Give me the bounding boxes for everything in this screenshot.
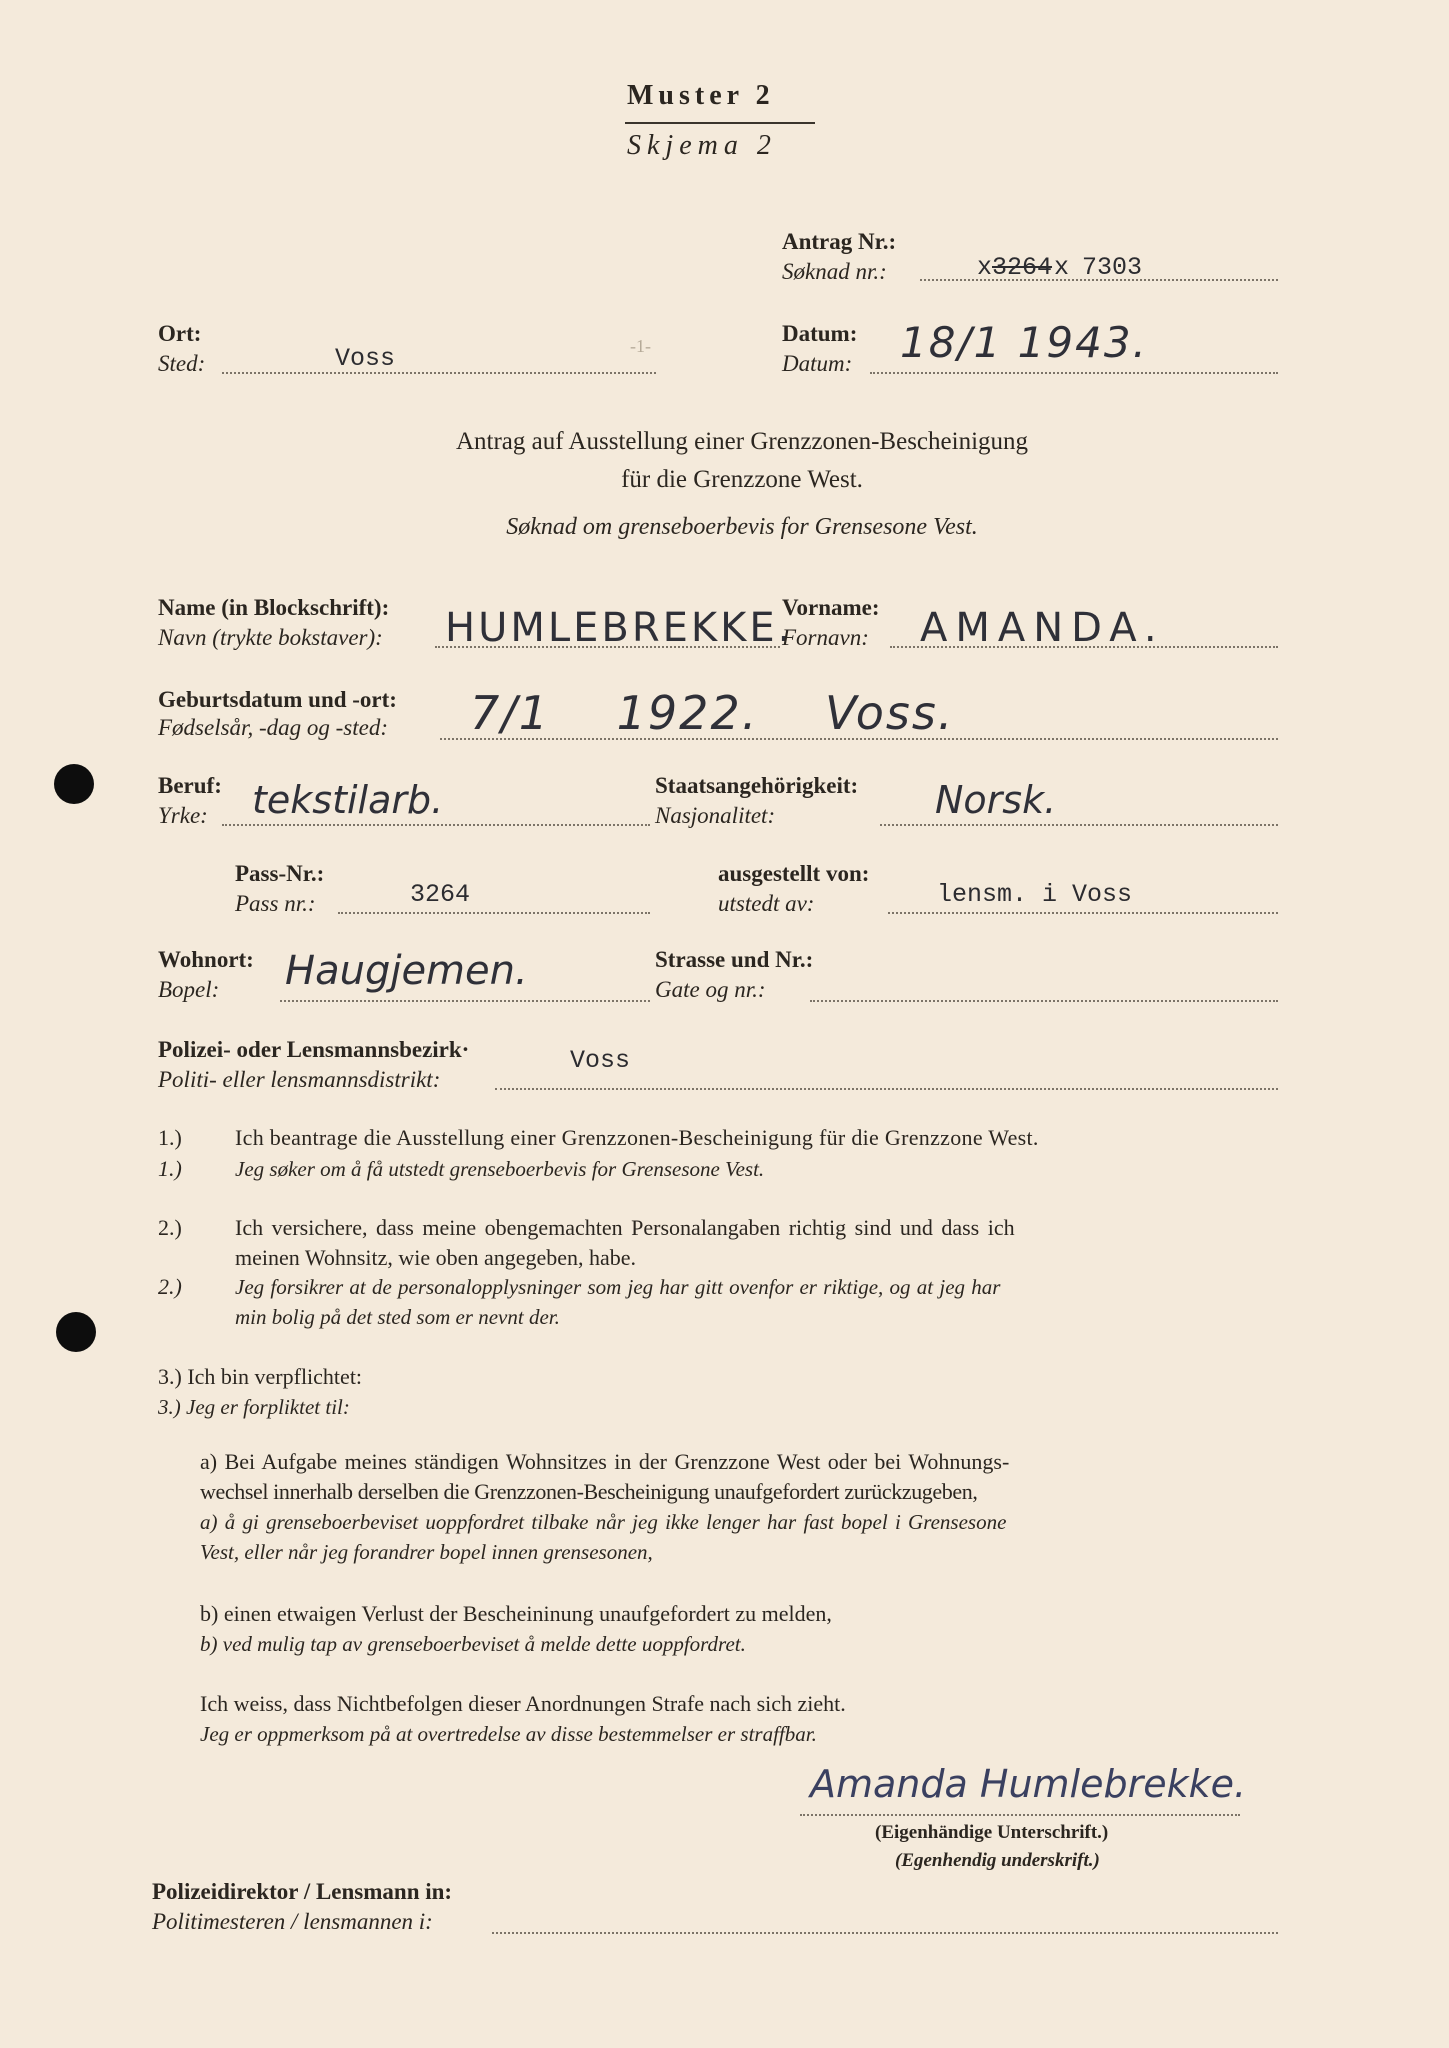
- datum-label-de: Datum:: [782, 321, 858, 346]
- item-3b-text-de: b) einen etwaigen Verlust der Bescheininung unaufgefordert zu melden,: [200, 1601, 832, 1626]
- signature-line: [800, 1814, 1240, 1816]
- signature: Amanda Humlebrekke.: [810, 1762, 1247, 1806]
- geburt-value: 7/1 1922. Voss.: [470, 686, 955, 740]
- punch-hole-bottom: [56, 1312, 96, 1352]
- item-3b-text-no: b) ved mulig tap av grenseboerbeviset å melde dette uoppfordret.: [200, 1632, 746, 1656]
- bezirk-value: Voss: [570, 1046, 631, 1075]
- staat-line: [880, 824, 1278, 826]
- vorname-label-de: Vorname:: [782, 595, 880, 620]
- item-3-heading-de: 3.) Ich bin verpflichtet:: [158, 1364, 363, 1389]
- wohnort-label-de: Wohnort:: [158, 947, 254, 972]
- item-2-number-de: 2.): [158, 1215, 182, 1240]
- pass-value: 3264: [410, 880, 471, 909]
- title-line-2: für die Grenzzone West.: [621, 466, 863, 493]
- pass-label-de: Pass-Nr.:: [235, 861, 325, 886]
- ort-label-no: Sted:: [158, 351, 206, 376]
- item-2-text-no-2: min bolig på det sted som er nevnt der.: [235, 1305, 560, 1329]
- wohnort-line: [280, 1000, 650, 1002]
- item-1-text-de: Ich beantrage die Ausstellung einer Grenzzonen-Bescheinigung für die Grenzzone West.: [235, 1125, 1039, 1150]
- vorname-value: AMANDA.: [920, 605, 1165, 651]
- form-number-de: Muster 2: [627, 80, 775, 111]
- beruf-label-de: Beruf:: [158, 773, 222, 798]
- footer-label-no: Politimesteren / lensmannen i:: [152, 1909, 433, 1934]
- beruf-value: tekstilarb.: [252, 778, 444, 822]
- item-3a-text-de-2: wechsel innerhalb derselben die Grenzzonen-Bescheinigung unaufgefordert zurückzugeben,: [200, 1479, 978, 1504]
- wohnort-label-no: Bopel:: [158, 977, 220, 1002]
- name-label-de: Name (in Blockschrift):: [158, 595, 390, 620]
- geburt-label-no: Fødselsår, -dag og -sted:: [158, 715, 388, 740]
- ort-value: Voss: [335, 344, 396, 373]
- pass-line: [338, 912, 650, 914]
- item-3-heading-no: 3.) Jeg er forpliktet til:: [158, 1395, 350, 1419]
- ort-line: [222, 372, 656, 374]
- staat-label-de: Staatsangehörigkeit:: [655, 773, 859, 798]
- beruf-line: [222, 824, 650, 826]
- item-2-number-no: 2.): [158, 1274, 182, 1299]
- name-value: HUMLEBREKKE.: [445, 605, 794, 651]
- ort-label-de: Ort:: [158, 321, 202, 346]
- antrag-number: 7303: [1082, 253, 1143, 282]
- item-1-number-no: 1.): [158, 1156, 182, 1181]
- strasse-label-no: Gate og nr.:: [655, 977, 766, 1002]
- footer-line: [492, 1932, 1278, 1934]
- antrag-label-no: Søknad nr.:: [782, 259, 887, 284]
- strasse-line: [810, 1000, 1278, 1002]
- antrag-struck-number: 3264: [992, 253, 1053, 282]
- wohnort-value: Haugjemen.: [285, 948, 528, 994]
- item-1-number-de: 1.): [158, 1125, 182, 1150]
- strasse-label-de: Strasse und Nr.:: [655, 947, 814, 972]
- pass-label-no: Pass nr.:: [235, 891, 316, 916]
- title-line-3: Søknad om grenseboerbevis for Grensesone Vest.: [506, 514, 978, 540]
- antrag-prefix-x: x: [977, 253, 993, 282]
- antrag-label-de: Antrag Nr.:: [782, 229, 897, 254]
- signature-label-de: (Eigenhändige Unterschrift.): [875, 1822, 1109, 1843]
- ausgestellt-value: lensm. i Voss: [937, 880, 1133, 909]
- beruf-label-no: Yrke:: [158, 803, 208, 828]
- ausgestellt-label-no: utstedt av:: [718, 891, 815, 916]
- bezirk-line: [495, 1088, 1278, 1090]
- item-1-text-no: Jeg søker om å få utstedt grenseboerbevis for Grensesone Vest.: [235, 1157, 765, 1181]
- ausgestellt-line: [888, 912, 1278, 914]
- item-3a-text-de-1: a) Bei Aufgabe meines ständigen Wohnsitzes in der Grenzzone West oder bei Wohnungs-: [200, 1449, 1010, 1474]
- item-3a-text-no-1: a) å gi grenseboerbeviset uoppfordret tilbake når jeg ikke lenger har fast bopel i Grensesone: [200, 1510, 1007, 1534]
- title-line-1: Antrag auf Ausstellung einer Grenzzonen-Bescheinigung: [455, 428, 1029, 455]
- staat-value: Norsk.: [935, 778, 1057, 822]
- signature-label-no: (Egenhendig underskrift.): [895, 1850, 1100, 1871]
- ort-faint-mark: -1-: [630, 336, 651, 356]
- warning-text-de: Ich weiss, dass Nichtbefolgen dieser Anordnungen Strafe nach sich zieht.: [200, 1691, 846, 1716]
- item-3a-text-no-2: Vest, eller når jeg forandrer bopel innen grensesonen,: [200, 1540, 653, 1564]
- datum-value: 18/1 1943.: [900, 318, 1148, 367]
- bezirk-label-no: Politi- eller lensmannsdistrikt:: [158, 1067, 441, 1092]
- antrag-suffix-x: x: [1054, 253, 1070, 282]
- punch-hole-top: [54, 764, 94, 804]
- warning-text-no: Jeg er oppmerksom på at overtredelse av disse bestemmelser er straffbar.: [200, 1722, 817, 1746]
- datum-line: [870, 372, 1278, 374]
- geburt-label-de: Geburtsdatum und -ort:: [158, 687, 397, 712]
- staat-label-no: Nasjonalitet:: [655, 803, 776, 828]
- header-divider: [625, 122, 815, 124]
- item-2-text-no-1: Jeg forsikrer at de personalopplysninger som jeg har gitt ovenfor er riktige, og at jeg har: [235, 1275, 1001, 1299]
- footer-label-de: Polizeidirektor / Lensmann in:: [152, 1879, 453, 1904]
- item-2-text-de-1: Ich versichere, dass meine obengemachten Personalangaben richtig sind und dass ich: [235, 1215, 1015, 1240]
- form-number-no: Skjema 2: [627, 130, 777, 161]
- item-2-text-de-2: meinen Wohnsitz, wie oben angegeben, habe.: [235, 1245, 637, 1270]
- bezirk-label-de: Polizei- oder Lensmannsbezirk·: [158, 1037, 470, 1062]
- vorname-label-no: Fornavn:: [782, 625, 869, 650]
- ausgestellt-label-de: ausgestellt von:: [718, 861, 870, 886]
- datum-label-no: Datum:: [782, 351, 853, 376]
- name-label-no: Navn (trykte bokstaver):: [158, 625, 383, 650]
